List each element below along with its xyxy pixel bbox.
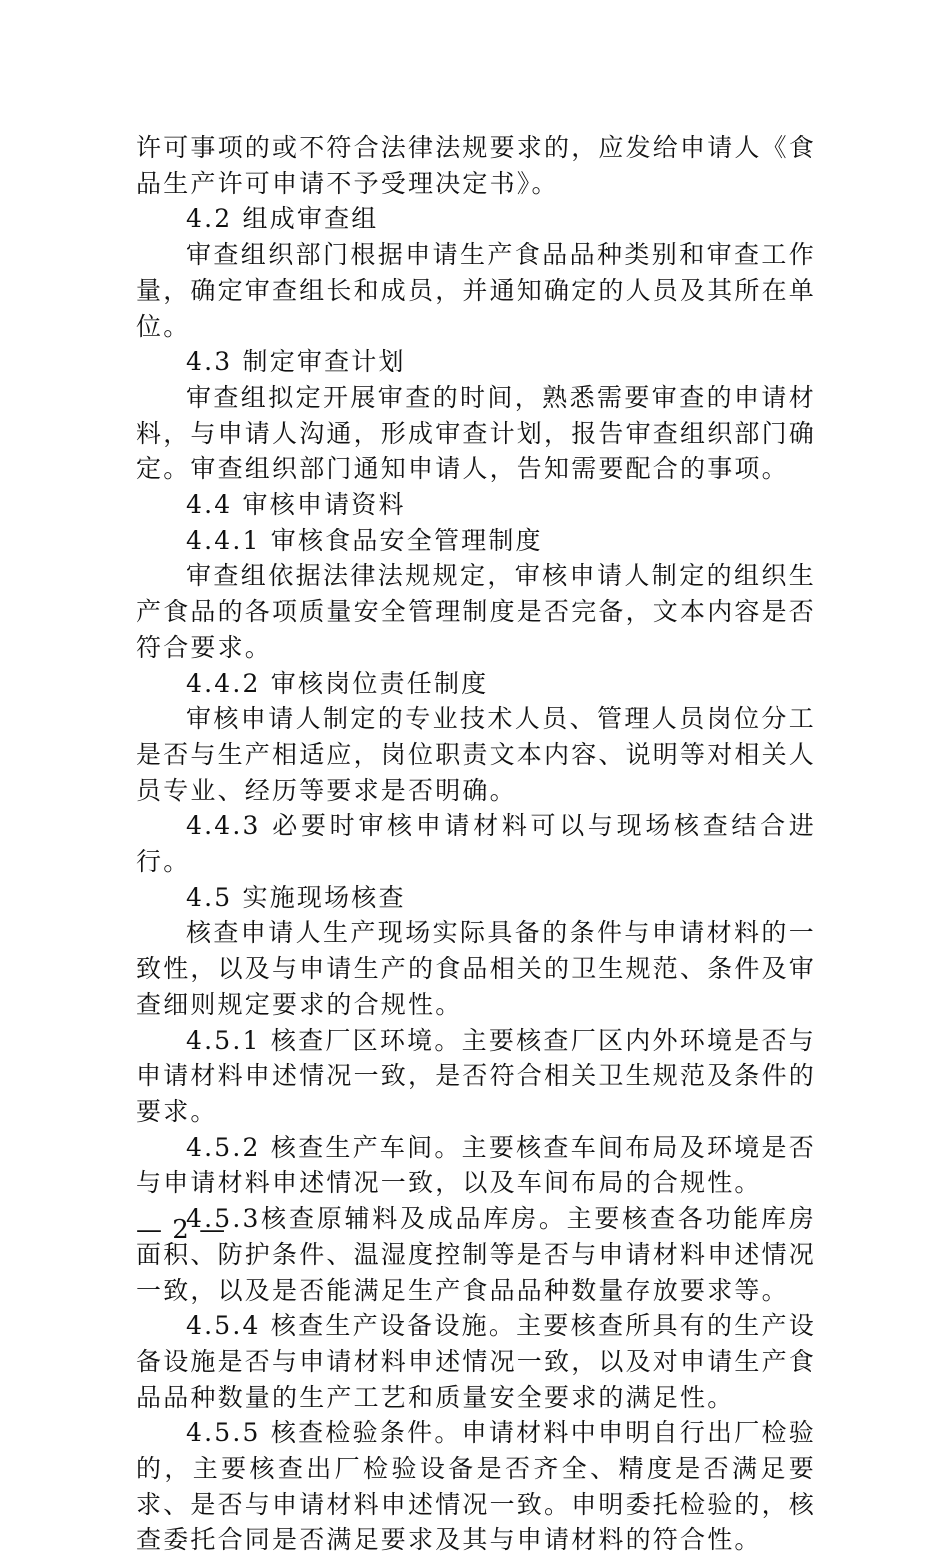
page-number: — 2 — — [136, 1215, 227, 1245]
paragraph-4-5-3: 4.5.3核查原辅料及成品库房。主要核查各功能库房面积、防护条件、温湿度控制等是否与申请材料申述情况一致，以及是否能满足生产食品品种数量存放要求等。 — [136, 1204, 817, 1305]
paragraph-continuation: 许可事项的或不符合法律法规要求的，应发给申请人《食品生产许可申请不予受理决定书》。 — [136, 133, 817, 198]
paragraph-4-3: 审查组拟定开展审查的时间，熟悉需要审查的申请材料，与申请人沟通，形成审查计划，报告审查组织部门确定。审查组织部门通知申请人，告知需要配合的事项。 — [136, 382, 817, 484]
section-heading-4-3: 4.3 制定审查计划 — [186, 347, 406, 377]
paragraph-4-4-2: 审核申请人制定的专业技术人员、管理人员岗位分工是否与生产相适应，岗位职责文本内容、说明等对相关人员专业、经历等要求是否明确。 — [136, 704, 817, 805]
paragraph-4-5-4: 4.5.4 核查生产设备设施。主要核查所具有的生产设备设施是否与申请材料申述情况一致，以及对申请生产食品品种数量的生产工艺和质量安全要求的满足性。 — [136, 1311, 817, 1412]
section-heading-4-4: 4.4 审核申请资料 — [186, 490, 406, 520]
paragraph-4-4-1: 审查组依据法律法规规定，审核申请人制定的组织生产食品的各项质量安全管理制度是否完备，文本内容是否符合要求。 — [136, 561, 817, 662]
paragraph-4-5: 核查申请人生产现场实际具备的条件与申请材料的一致性，以及与申请生产的食品相关的卫生规范、条件及审查细则规定要求的合规性。 — [136, 918, 817, 1019]
section-heading-4-4-1: 4.4.1 审核食品安全管理制度 — [186, 525, 543, 555]
paragraph-4-5-5: 4.5.5 核查检验条件。申请材料中申明自行出厂检验的，主要核查出厂检验设备是否齐全、精度是否满足要求、是否与申请材料申述情况一致。申明委托检验的，核查委托合同是否满足要求及其与申请材料的符合性。 — [136, 1418, 817, 1555]
section-heading-4-5: 4.5 实施现场核查 — [186, 882, 406, 912]
paragraph-4-5-2: 4.5.2 核查生产车间。主要核查车间布局及环境是否与申请材料申述情况一致，以及车间布局的合规性。 — [136, 1132, 816, 1198]
paragraph-4-4-3: 4.4.3 必要时审核申请材料可以与现场核查结合进行。 — [136, 811, 816, 877]
section-heading-4-2: 4.2 组成审查组 — [186, 204, 379, 234]
section-heading-4-4-2: 4.4.2 审核岗位责任制度 — [186, 668, 489, 698]
paragraph-4-2: 审查组织部门根据申请生产食品品种类别和审查工作量，确定审查组长和成员，并通知确定的人员及其所在单位。 — [136, 240, 817, 341]
paragraph-4-5-1: 4.5.1 核查厂区环境。主要核查厂区内外环境是否与申请材料申述情况一致，是否符合相关卫生规范及条件的要求。 — [136, 1025, 817, 1126]
